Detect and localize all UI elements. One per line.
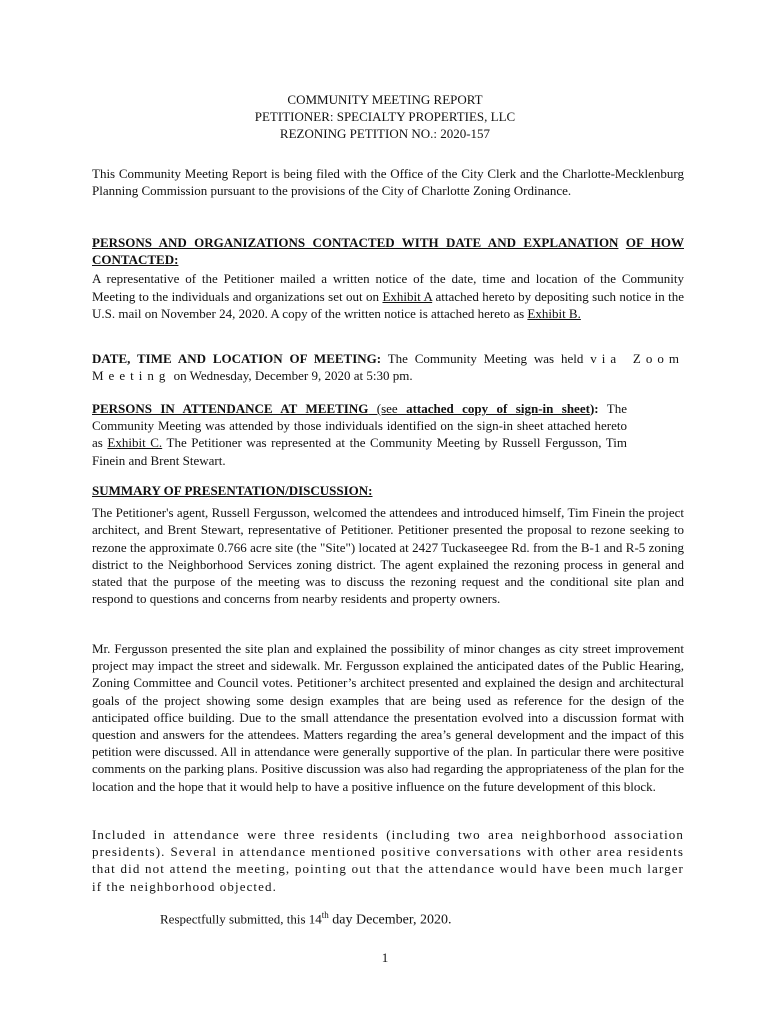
summary-section — [92, 482, 684, 607]
exhibit-c-link: Exhibit C. — [107, 435, 163, 451]
contacted-paragraph — [92, 270, 684, 322]
attendance-close: ): — [589, 401, 599, 416]
meeting-label: DATE, TIME AND LOCATION OF MEETING: — [92, 351, 382, 366]
contacted-text-1: A representative of the Petitioner mailed a written notice of the date, time and location of the Community Meeting to the individuals and organizations set out on — [92, 271, 684, 304]
intro-paragraph: This Community Meeting Report is being filed with the Office of the City Clerk and the Charlotte-Mecklenburg Planning Commission pursuant to the provisions of the City of Charlotte Zoning Ordinance. — [92, 166, 684, 199]
exhibit-b-link: Exhibit B. — [527, 305, 581, 321]
attendance-text-1: The Community Meeting was attended by those individuals identified on the sign-in sheet attached hereto as — [92, 401, 627, 451]
report-header — [0, 91, 770, 142]
report-title: COMMUNITY MEETING REPORT — [287, 92, 483, 107]
contacted-heading — [92, 234, 684, 268]
summary-heading: SUMMARY OF PRESENTATION/DISCUSSION: — [92, 483, 373, 498]
contacted-text-2: attached hereto by depositing such notice in the U.S. mail on November 24, 2020. A copy of the written notice is attached hereto as — [92, 288, 684, 321]
contacted-section — [92, 234, 684, 322]
contacted-heading-tail: OF HOW CONTACTED: — [92, 235, 684, 268]
summary-paragraph-1: The Petitioner's agent, Russell Fergusson, welcomed the attendees and introduced himself, Tim Finein the project architect, and Brent Stewart, representative of Petitioner. Petitioner presented the proposal to rezone seeking to rezone the approximate 0.766 acre site (the "Site") located at 2427 Tuckaseegee Rd. from the B-1 and R-5 zoning district to the Neighborhood Services zoning district. The agent explained the rezoning process in general and stated that the purpose of the meeting was to discuss the rezoning request and the conditional site plan and respond to questions and concerns from nearby residents and property owners. — [92, 505, 684, 607]
signature-ordinal: th — [321, 910, 329, 920]
attendance-text-2: The Petitioner was represented at the Community Meeting by Russell Fergusson, Tim Finein and Brent Stewart. — [92, 435, 627, 468]
attendance-paragraph — [92, 400, 627, 469]
meeting-text-1: The Community Meeting was held — [381, 351, 591, 366]
meeting-text-2: on Wednesday, December 9, 2020 at 5:30 pm. — [170, 368, 413, 384]
page-number: 1 — [381, 950, 389, 965]
petitioner-line: PETITIONER: SPECIALTY PROPERTIES, LLC — [254, 109, 516, 124]
meeting-venue: via Zoom Meeting — [92, 351, 684, 384]
summary-paragraph-2: Mr. Fergusson presented the site plan and explained the possibility of minor changes as city street improvement project may impact the street and sidewalk. Mr. Fergusson explained the anticipated dates of the Public Hearing, Zoning Committee and Council votes. Petitioner’s architect presented and explained the design and architectural goals of the project showing some design examples that are being used as reference for the design of the anticipated office building. Due to the small attendance the presentation evolved into a discussion format with question and answers for the attendees. Matters regarding the area’s general development and the impact of this petition were discussed. All in attendance were generally supportive of the plan. In particular there were positive comments on the parking plans. Positive discussion was also had regarding the appropriateness of the plan for the location and the hope that it would help to have a positive influence on the future development of this block. — [92, 641, 684, 794]
attendance-copy: attached copy of sign-in sheet — [406, 401, 590, 416]
signature-text-1: Respectfully submitted, this 14 — [160, 911, 322, 927]
attendance-see: (see — [368, 401, 407, 416]
exhibit-a-link: Exhibit A — [382, 288, 433, 304]
signature-text-2: day December, 2020. — [328, 912, 452, 928]
attendance-heading: PERSONS IN ATTENDANCE AT MEETING — [92, 401, 369, 416]
signature-line — [160, 910, 451, 928]
summary-paragraph-3: Included in attendance were three residents (including two area neighborhood association presidents). Several in attendance mentioned positive conversations with other area residents that did not attend the meeting, pointing out that the attendance would have been much larger if the neighborhood objected. — [92, 827, 684, 894]
meeting-paragraph — [92, 350, 684, 384]
petition-number-line: REZONING PETITION NO.: 2020-157 — [279, 126, 491, 141]
contacted-heading-main: PERSONS AND ORGANIZATIONS CONTACTED WITH DATE AND EXPLANATION — [92, 235, 619, 250]
